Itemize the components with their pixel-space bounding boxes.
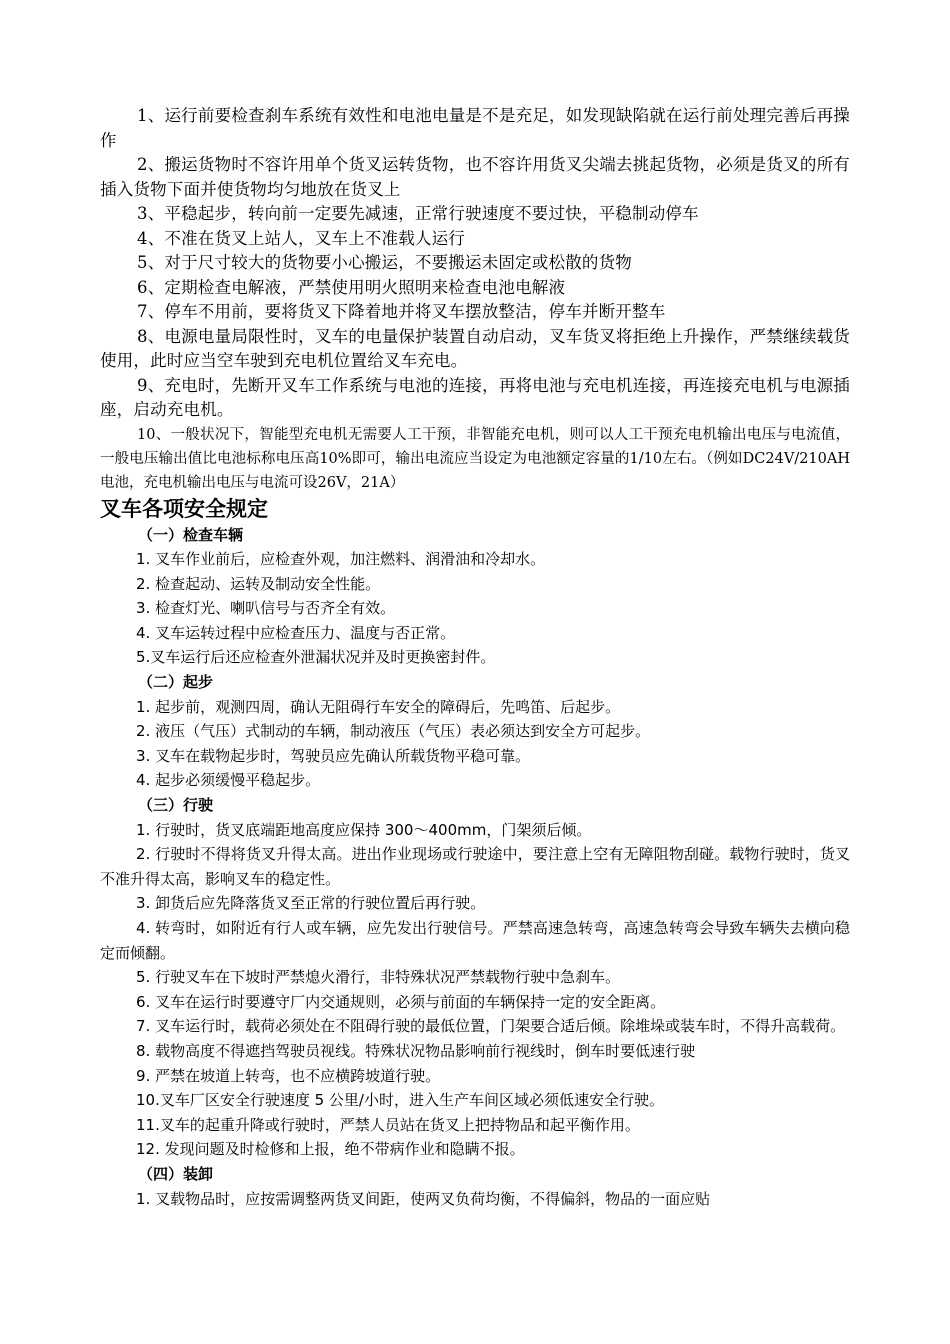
section-heading-loading: （四）装卸 — [138, 1164, 214, 1183]
list-item: 1. 行驶时，货叉底端距地高度应保持 300～400mm，门架须后倾。 — [136, 820, 592, 839]
section-heading-driving: （三）行驶 — [138, 796, 214, 815]
section-heading-inspect: （一）检查车辆 — [138, 525, 244, 544]
list-item: 5. 行驶叉车在下坡时严禁熄火滑行，非特殊状况严禁载物行驶中急刹车。 — [136, 968, 621, 987]
intro-item-8: 8、电源电量局限性时，叉车的电量保护装置自动启动，叉车货叉将拒绝上升操作，严禁继续载货使用，此时应当空车驶到充电机位置给叉车充电。 — [100, 326, 850, 370]
list-item: 5.叉车运行后还应检查外泄漏状况并及时更换密封件。 — [136, 648, 496, 667]
intro-item-3: 3、平稳起步，转向前一定要先减速，正常行驶速度不要过快，平稳制动停车 — [137, 204, 699, 223]
list-item: 2. 行驶时不得将货叉升得太高。进出作业现场或行驶途中，要注意上空有无障阻物刮碰。载物行驶时，货叉不准升得太高，影响叉车的稳定性。 — [100, 845, 850, 888]
list-item: 12. 发现问题及时检修和上报，绝不带病作业和隐瞒不报。 — [136, 1140, 525, 1159]
intro-item-5: 5、对于尺寸较大的货物要小心搬运，不要搬运未固定或松散的货物 — [137, 253, 632, 272]
list-item: 1. 起步前，观测四周，确认无阻碍行车安全的障碍后，先鸣笛、后起步。 — [136, 697, 621, 716]
intro-item-1: 1、运行前要检查刹车系统有效性和电池电量是不是充足，如发现缺陷就在运行前处理完善后再操作 — [100, 106, 850, 150]
document-body — [100, 104, 850, 1211]
list-item: 10.叉车厂区安全行驶速度 5 公里/小时，进入生产车间区域必须低速安全行驶。 — [136, 1091, 664, 1110]
list-item: 2. 检查起动、运转及制动安全性能。 — [136, 574, 381, 593]
list-item: 4. 转弯时，如附近有行人或车辆，应先发出行驶信号。严禁高速急转弯，高速急转弯会导致车辆失去横向稳定而倾翻。 — [100, 919, 850, 962]
intro-item-6: 6、定期检查电解液，严禁使用明火照明来检查电池电解液 — [137, 277, 566, 297]
section-heading-start: （二）起步 — [138, 673, 214, 692]
list-item: 1. 叉车作业前后，应检查外观，加注燃料、润滑油和冷却水。 — [136, 550, 546, 569]
intro-item-10: 10、一般状况下，智能型充电机无需要人工干预，非智能充电机，则可以人工干预充电机输出电压与电流值，一般电压输出值比电池标称电压高10%即可，输出电流应当设定为电池额定容量的1/10左右。（例如DC24V/210AH电池，充电机输出电压与电流可设26V，21A） — [100, 426, 850, 491]
section-title: 叉车各项安全规定 — [100, 496, 268, 521]
list-item: 11.叉车的起重升降或行驶时，严禁人员站在货叉上把持物品和起平衡作用。 — [136, 1115, 640, 1134]
intro-item-9: 9、充电时，先断开叉车工作系统与电池的连接，再将电池与充电机连接，再连接充电机与电源插座，启动充电机。 — [100, 375, 850, 419]
list-item: 8. 载物高度不得遮挡驾驶员视线。特殊状况物品影响前行视线时，倒车时要低速行驶 — [136, 1041, 696, 1060]
list-item: 6. 叉车在运行时要遵守厂内交通规则，必须与前面的车辆保持一定的安全距离。 — [136, 992, 666, 1011]
list-item: 9. 严禁在坡道上转弯，也不应横跨坡道行驶。 — [136, 1066, 441, 1085]
list-item: 2. 液压（气压）式制动的车辆，制动液压（气压）表必须达到安全方可起步。 — [136, 722, 651, 741]
list-item: 3. 卸货后应先降落货叉至正常的行驶位置后再行驶。 — [136, 894, 486, 913]
intro-item-7: 7、停车不用前，要将货叉下降着地并将叉车摆放整洁，停车并断开整车 — [137, 302, 666, 321]
list-item: 7. 叉车运行时，载荷必须处在不阻碍行驶的最低位置，门架要合适后倾。除堆垛或装车时，不得升高载荷。 — [136, 1017, 846, 1036]
intro-item-4: 4、不准在货叉上站人，叉车上不准载人运行 — [137, 228, 465, 248]
list-item: 1. 叉载物品时，应按需调整两货叉间距，使两叉负荷均衡，不得偏斜，物品的一面应贴 — [136, 1189, 711, 1208]
list-item: 3. 叉车在载物起步时，驾驶员应先确认所载货物平稳可靠。 — [136, 746, 531, 765]
list-item: 3. 检查灯光、喇叭信号与否齐全有效。 — [136, 599, 396, 618]
list-item: 4. 起步必须缓慢平稳起步。 — [136, 771, 321, 790]
list-item: 4. 叉车运转过程中应检查压力、温度与否正常。 — [136, 623, 456, 642]
intro-item-2: 2、搬运货物时不容许用单个货叉运转货物，也不容许用货叉尖端去挑起货物，必须是货叉的所有插入货物下面并使货物均匀地放在货叉上 — [100, 155, 850, 199]
